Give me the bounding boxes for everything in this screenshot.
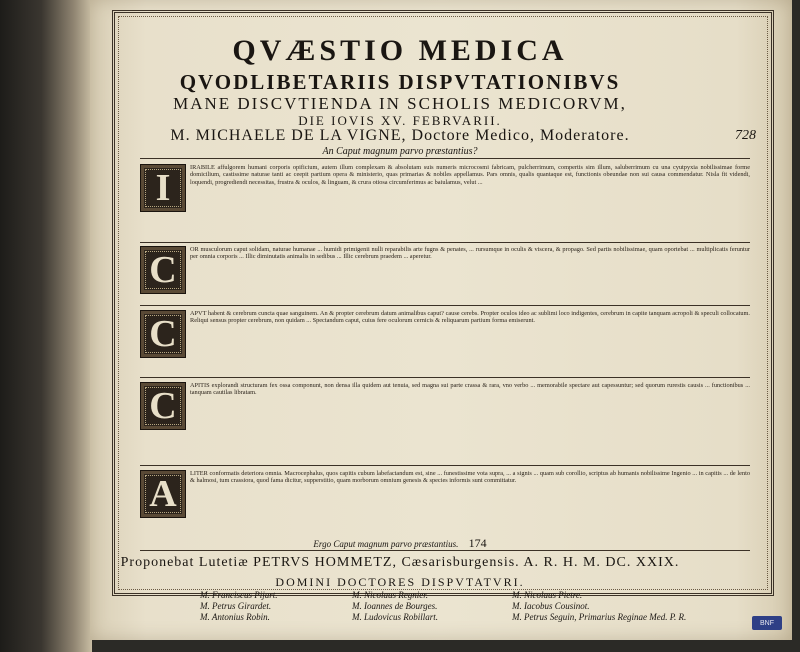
thesis-question: An Caput magnum parvo præstantius? bbox=[322, 146, 478, 157]
paragraph-2: OR musculorum caput solidam, naturae humanae ... humidi primigenii nulli reparabilis arte fugns & penates, ... rursumque in oculis & viscera, & propago. Sed partis nobilissimae, quam oportebat ... multiplicatis feruntur per omnia corporis ... Illic diminutatis animalis in sedibus ... Illic cerebrum praedem ... aperetur. bbox=[190, 246, 750, 261]
document-subtitle: QVODLIBETARIIS DISPVTATIONIBVS bbox=[179, 70, 621, 94]
doctors-column-2 bbox=[352, 590, 438, 623]
doctors-heading: DOMINI DOCTORES DISPVTATVRI. bbox=[275, 575, 525, 589]
divider bbox=[140, 242, 750, 243]
decorated-initial-1: I bbox=[140, 164, 186, 212]
decorated-initial-4: C bbox=[140, 382, 186, 430]
doctor-name: M. Franciscus Pijart. bbox=[200, 590, 278, 600]
divider bbox=[140, 305, 750, 306]
doctor-name: M. Ludovicus Robillart. bbox=[352, 612, 438, 622]
decorated-initial-2: C bbox=[140, 246, 186, 294]
doctor-name: M. Nicolaus Regnier. bbox=[352, 590, 428, 600]
thesis-conclusion bbox=[0, 536, 800, 551]
doctors-column-3 bbox=[512, 590, 686, 623]
thesis-conclusion-folio: 174 bbox=[468, 536, 487, 550]
paragraph-1: IRABILE affulgorem humani corporis opificium, autem illum complexam & absolutam suis numeris microcosmi fabricam, pulcherrimum, compertis sim illum, saluberrimum cu una cyutpyxia nobilissimae forme domicilium, castissime naturae tanti ac ceepit partium opera & ministerio, quas primarias & nobiles appellamus. Pars omnis, qualis quantaque est, functionis obeundae non sui causa commendatur. Nisla fit videndi, loquendi, progrediendi necessitas, frustra & oculos, & linguam, & crura otiosa circumferimus ac baiulamus, velut ... bbox=[190, 164, 750, 186]
paragraph-4: APITIS explorandi structuram fex ossa componunt, non densa illa quidem aut tenuia, sed magna sui parte crassa & rara, vno verbo ... memorabile spectare aut capessuntur; sed quorum rurestis causis ... functionibus ... tanquam cautilas libratam. bbox=[190, 382, 750, 397]
divider bbox=[140, 465, 750, 466]
divider bbox=[140, 550, 750, 551]
header-date: DIE IOVIS XV. FEBRVARII. bbox=[298, 113, 502, 128]
document-title: QVÆSTIO MEDICA bbox=[232, 34, 568, 67]
thesis-conclusion-text: Ergo Caput magnum parvo præstantius. bbox=[313, 539, 459, 549]
moderator-line: M. MICHAELE DE LA VIGNE, Doctore Medico, Moderatore. bbox=[170, 127, 630, 144]
divider bbox=[140, 158, 750, 159]
header-line-3: MANE DISCVTIENDA IN SCHOLIS MEDICORVM, bbox=[173, 94, 627, 113]
decorated-initial-5: A bbox=[140, 470, 186, 518]
doctor-name: M. Ioannes de Bourges. bbox=[352, 601, 438, 611]
paragraph-5: LITER conformatis deteriora omnia. Macrocephalus, quos capitis cubum labefactandum est, sine ... funestissime vota supra, ... a signis ... quam sub corollio, scriptus ab humanis nobilissime Ingenio ... in capitis ... de lento & halmosi, tum crassiora, quod fama dicitur, supperstitio, quam morborum omnium genesis & species informis sunt committatur. bbox=[190, 470, 750, 485]
folio-number: 728 bbox=[735, 128, 756, 143]
doctors-column-1 bbox=[200, 590, 278, 623]
doctor-name: M. Iacobus Cousinot. bbox=[512, 601, 590, 611]
library-stamp: BNF bbox=[752, 616, 782, 630]
doctor-name: M. Petrus Girardet. bbox=[200, 601, 272, 611]
divider bbox=[140, 377, 750, 378]
doctor-name: M. Antonius Robin. bbox=[200, 612, 270, 622]
doctor-name: M. Petrus Seguin, Primarius Reginae Med. P. R. bbox=[512, 612, 687, 622]
paragraph-3: APVT habent & cerebrum cuncta quae sanguinem. An & propter cerebrum datum animalibus caput? cause cerebs. Propter oculos ideo ac sublimi loco indigentes, cerebrum in capite tanquam acropoli & speculi collocatum. Reliqui sensus propter cerebrum, non quidam ... Spectandum caput, cuius fere oculorum cernicis & reliquarum partium forma emiserunt. bbox=[190, 310, 750, 325]
decorated-initial-3: C bbox=[140, 310, 186, 358]
proponent-line: Proponebat Lutetiæ PETRVS HOMMETZ, Cæsarisburgensis. A. R. H. M. DC. XXIX. bbox=[120, 555, 680, 570]
doctor-name: M. Nicolaus Pietre. bbox=[512, 590, 583, 600]
